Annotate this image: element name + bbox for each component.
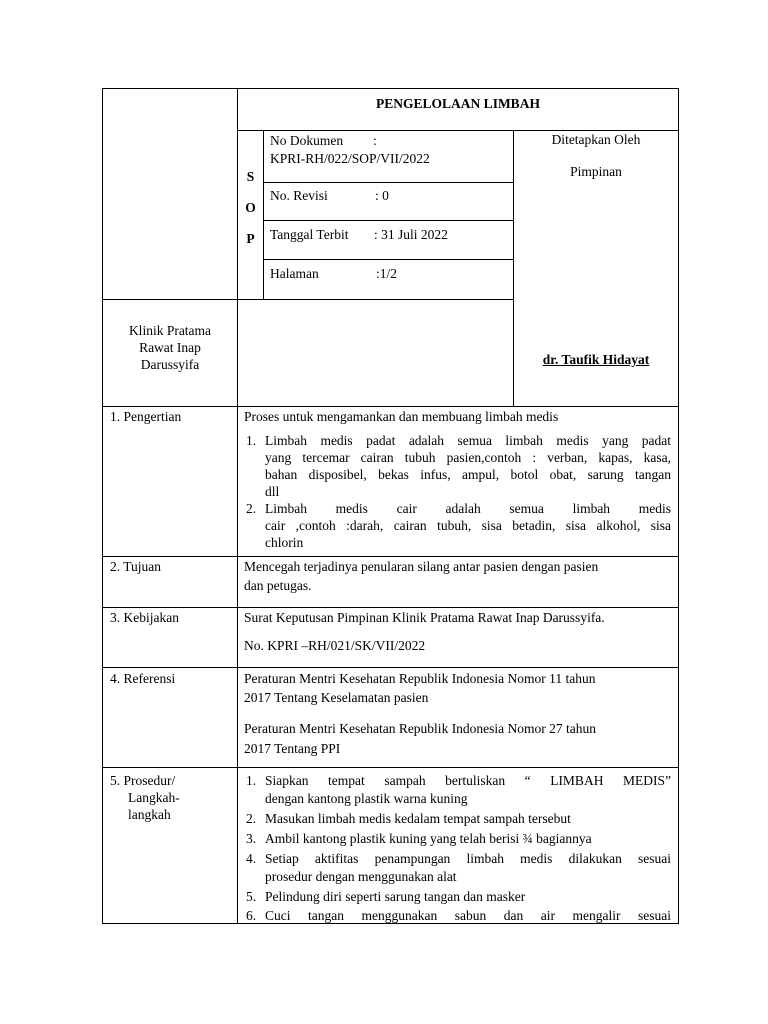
no-dokumen-colon: : [373,133,377,148]
pengertian-intro: Proses untuk mengamankan dan membuang limbah medis [244,409,559,424]
section-label-kebijakan: 3. Kebijakan [110,610,179,625]
pimpinan-title: Pimpinan [570,164,622,179]
kebijakan-text: Surat Keputusan Pimpinan Klinik Pratama Rawat Inap Darussyifa. [244,610,605,625]
tanggal-terbit-value: : 31 Juli 2022 [374,227,448,242]
no-dokumen-label: No Dokumen [270,133,344,148]
section-label-pengertian: 1. Pengertian [110,409,182,424]
document-title: PENGELOLAAN LIMBAH [376,96,540,111]
halaman-label: Halaman [270,266,319,281]
section-label-referensi: 4. Referensi [110,671,176,686]
signatory-name: dr. Taufik Hidayat [542,352,650,367]
no-revisi-value: : 0 [375,188,389,203]
section-label-tujuan: 2. Tujuan [110,559,162,574]
no-revisi-label: No. Revisi [270,188,328,203]
tanggal-terbit-label: Tanggal Terbit [270,227,349,242]
ditetapkan-oleh: Ditetapkan Oleh [551,132,641,147]
kebijakan-sk-number: No. KPRI –RH/021/SK/VII/2022 [244,638,426,653]
halaman-value: :1/2 [376,266,398,281]
no-dokumen-value: KPRI-RH/022/SOP/VII/2022 [270,151,430,166]
